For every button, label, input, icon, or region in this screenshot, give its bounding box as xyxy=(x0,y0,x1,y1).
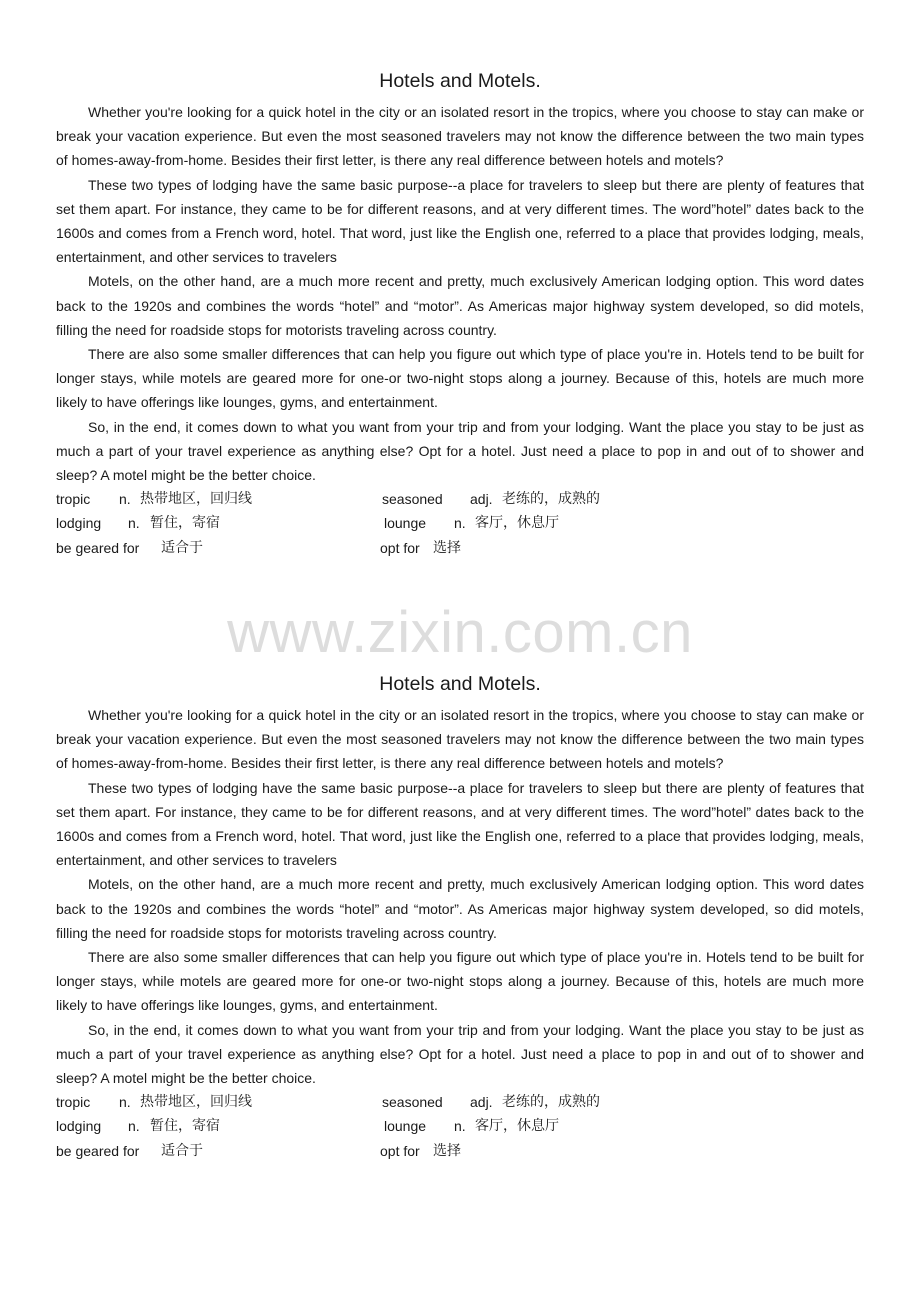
paragraph-1: Whether you're looking for a quick hotel in the city or an isolated resort in the tropics, where you choose to stay can make or break your vacation experience. But even the most seasoned travelers may not know the difference between the two main types of homes-away-from-home. Besides their first letter, is there any real difference between hotels and motels? xyxy=(56,707,864,772)
vocab-term: tropic xyxy=(56,1094,91,1111)
vocab-meaning: 老练的，成熟的 xyxy=(502,491,600,508)
vocab-pos: n. xyxy=(119,491,131,508)
vocab-meaning: 适合于 xyxy=(161,539,203,556)
vocab-meaning: 客厅，休息厅 xyxy=(475,515,559,532)
vocab-meaning: 适合于 xyxy=(161,1142,203,1159)
vocab-meaning: 老练的，成熟的 xyxy=(502,1094,600,1111)
document-title: Hotels and Motels. xyxy=(379,70,541,92)
vocab-row xyxy=(56,536,864,560)
vocab-pos: n. xyxy=(119,1094,131,1111)
vocab-pos: n. xyxy=(128,1118,140,1135)
vocab-row xyxy=(56,1090,864,1114)
vocab-term: opt for xyxy=(380,539,420,556)
vocab-pos: adj. xyxy=(470,491,493,508)
vocab-term: lounge xyxy=(384,515,427,532)
vocabulary-list xyxy=(56,487,864,560)
paragraph-2: These two types of lodging have the same basic purpose--a place for travelers to sleep but there are plenty of features that set them apart. For instance, they came to be for different reasons, and at very different times. The word”hotel” dates back to the 1600s and comes from a French word, hotel. That word, just like the English one, referred to a place that provides lodging, meals, entertainment, and other services to travelers xyxy=(56,779,864,869)
paragraph-2: These two types of lodging have the same basic purpose--a place for travelers to sleep but there are plenty of features that set them apart. For instance, they came to be for different reasons, and at very different times. The word”hotel” dates back to the 1600s and comes from a French word, hotel. That word, just like the English one, referred to a place that provides lodging, meals, entertainment, and other services to travelers xyxy=(56,176,864,266)
vocab-meaning: 暂住，寄宿 xyxy=(150,1118,220,1135)
vocab-row xyxy=(56,1114,864,1138)
vocab-term: seasoned xyxy=(382,491,443,508)
watermark-text: www.zixin.com.cn xyxy=(227,600,693,665)
paragraph-4: There are also some smaller differences that can help you figure out which type of place you're in. Hotels tend to be built for longer stays, while motels are geared more for one-or two-night stops along a journey. Because of this, hotels are much more likely to have offerings like lounges, gyms, and entertainment. xyxy=(56,346,864,411)
vocab-pos: n. xyxy=(454,1118,466,1135)
vocab-term: lodging xyxy=(56,515,102,532)
paragraph-3: Motels, on the other hand, are a much more recent and pretty, much exclusively American lodging option. This word dates back to the 1920s and combines the words “hotel” and “motor”. As Americas major highway system developed, so did motels, filling the need for roadside stops for motorists traveling across country. xyxy=(56,273,864,338)
vocab-row xyxy=(56,1139,864,1163)
paragraph-4: There are also some smaller differences that can help you figure out which type of place you're in. Hotels tend to be built for longer stays, while motels are geared more for one-or two-night stops along a journey. Because of this, hotels are much more likely to have offerings like lounges, gyms, and entertainment. xyxy=(56,949,864,1014)
vocab-term: opt for xyxy=(380,1142,420,1159)
vocabulary-list xyxy=(56,1090,864,1163)
vocab-term: be geared for xyxy=(56,539,140,556)
paragraph-3: Motels, on the other hand, are a much more recent and pretty, much exclusively American lodging option. This word dates back to the 1920s and combines the words “hotel” and “motor”. As Americas major highway system developed, so did motels, filling the need for roadside stops for motorists traveling across country. xyxy=(56,876,864,941)
vocab-term: lounge xyxy=(384,1118,427,1135)
vocab-meaning: 暂住，寄宿 xyxy=(150,515,220,532)
vocab-pos: adj. xyxy=(470,1094,493,1111)
vocab-meaning: 选择 xyxy=(433,1142,461,1159)
paragraph-1: Whether you're looking for a quick hotel in the city or an isolated resort in the tropics, where you choose to stay can make or break your vacation experience. But even the most seasoned travelers may not know the difference between the two main types of homes-away-from-home. Besides their first letter, is there any real difference between hotels and motels? xyxy=(56,104,864,169)
vocab-pos: n. xyxy=(128,515,140,532)
vocab-term: seasoned xyxy=(382,1094,443,1111)
vocab-meaning: 客厅，休息厅 xyxy=(475,1118,559,1135)
vocab-pos: n. xyxy=(454,515,466,532)
document-section-1 xyxy=(56,64,864,560)
vocab-row xyxy=(56,487,864,511)
vocab-term: tropic xyxy=(56,491,91,508)
vocab-row xyxy=(56,511,864,535)
vocab-term: be geared for xyxy=(56,1142,140,1159)
vocab-meaning: 热带地区，回归线 xyxy=(140,1094,252,1111)
paragraph-5: So, in the end, it comes down to what you want from your trip and from your lodging. Want the place you stay to be just as much a part of your travel experience as anything else? Opt for a hotel. Just need a place to pop in and out of to shower and sleep? A motel might be the better choice. xyxy=(56,1021,864,1087)
paragraph-5: So, in the end, it comes down to what you want from your trip and from your lodging. Want the place you stay to be just as much a part of your travel experience as anything else? Opt for a hotel. Just need a place to pop in and out of to shower and sleep? A motel might be the better choice. xyxy=(56,418,864,484)
document-section-2 xyxy=(56,667,864,1163)
vocab-term: lodging xyxy=(56,1118,102,1135)
document-title: Hotels and Motels. xyxy=(379,673,541,695)
vocab-meaning: 热带地区，回归线 xyxy=(140,491,252,508)
vocab-meaning: 选择 xyxy=(433,539,461,556)
